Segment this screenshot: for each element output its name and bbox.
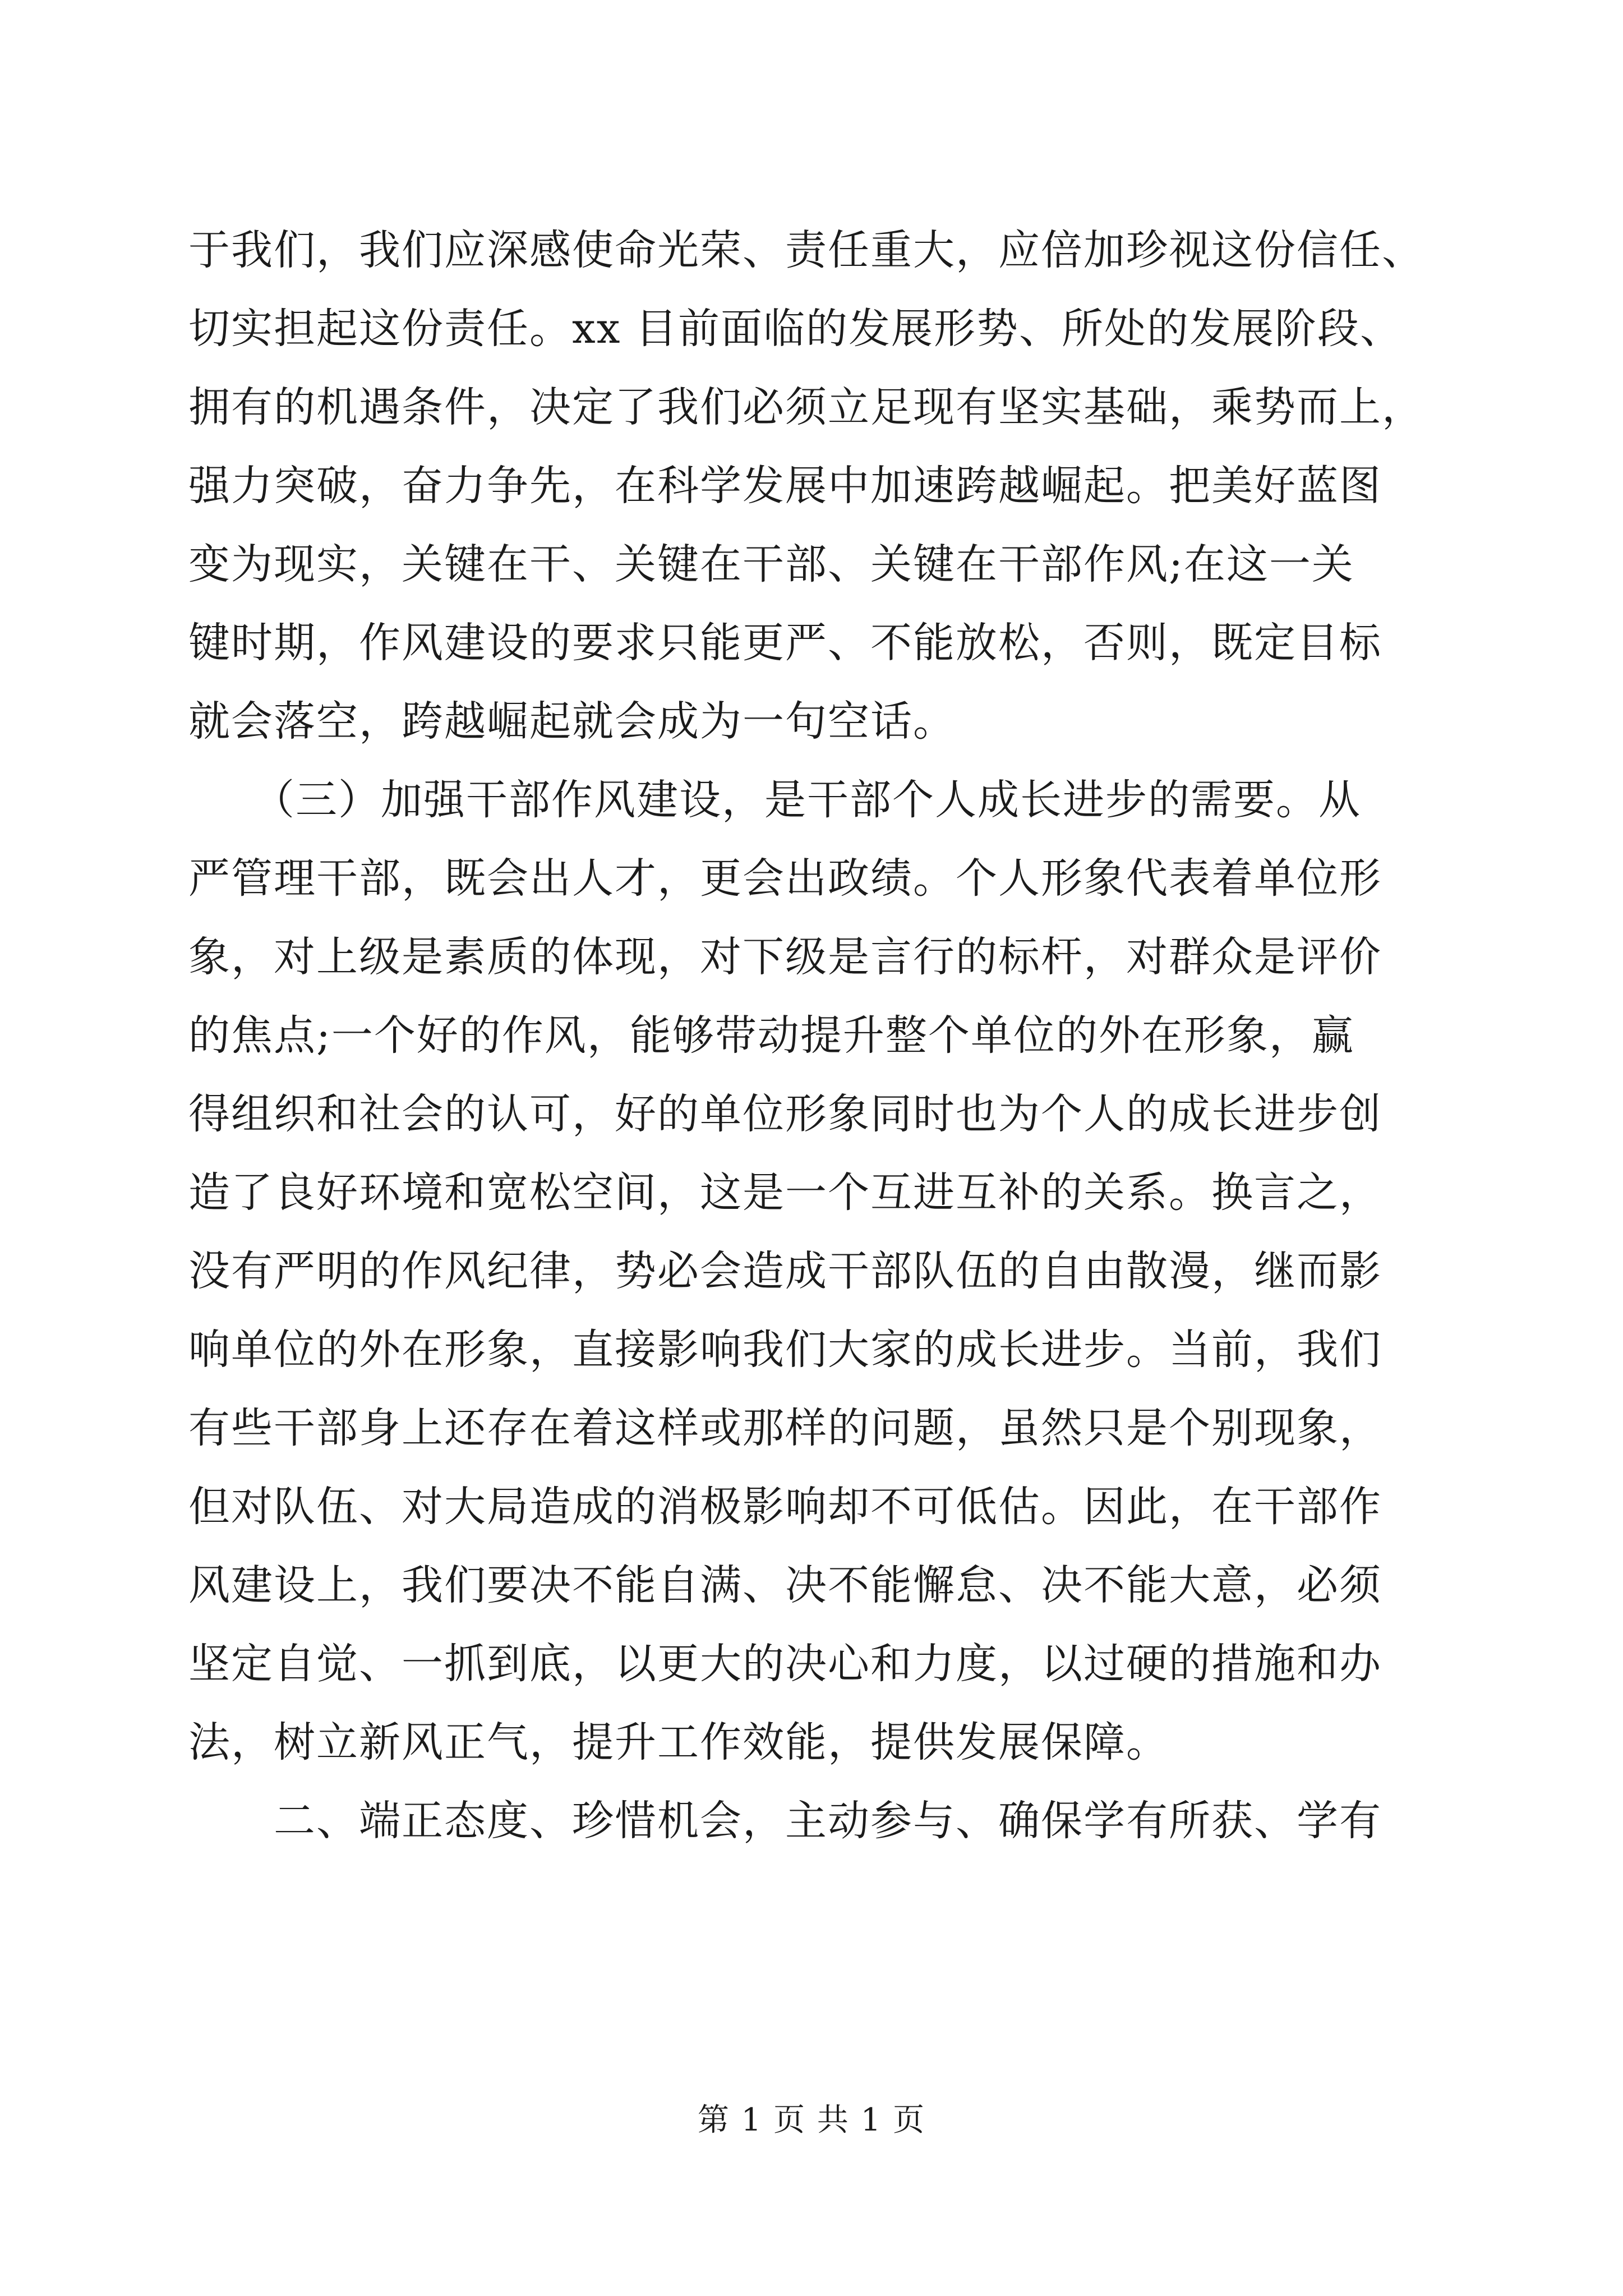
text-line: 强力突破，奋力争先，在科学发展中加速跨越崛起。把美好蓝图 [188,462,1382,510]
text-line: 象，对上级是素质的体现，对下级是言行的标杆，对群众是评价 [188,933,1382,981]
text-line: 变为现实，关键在干、关键在干部、关键在干部作风;在这一关 [188,540,1354,588]
text-line: 没有严明的作风纪律，势必会造成干部队伍的自由散漫，继而影 [188,1247,1382,1295]
text-line: 拥有的机遇条件，决定了我们必须立足现有坚实基础，乘势而上， [188,383,1424,431]
text-line: （三）加强干部作风建设，是干部个人成长进步的需要。从 [188,776,1361,824]
text-line: 就会落空，跨越崛起就会成为一句空话。 [188,697,956,746]
text-line: 但对队伍、对大局造成的消极影响却不可低估。因此，在干部作 [188,1483,1382,1531]
text-line: 得组织和社会的认可，好的单位形象同时也为个人的成长进步创 [188,1090,1382,1138]
text-line: 二、端正态度、珍惜机会，主动参与、确保学有所获、学有 [188,1797,1382,1845]
text-line: 响单位的外在形象，直接影响我们大家的成长进步。当前，我们 [188,1326,1382,1374]
text-line: 的焦点;一个好的作风，能够带动提升整个单位的外在形象，赢 [188,1011,1354,1060]
text-line: 有些干部身上还存在着这样或那样的问题，虽然只是个别现象， [188,1404,1382,1452]
text-line: 风建设上，我们要决不能自满、决不能懈怠、决不能大意，必须 [188,1561,1382,1609]
document-body [188,211,1445,1860]
text-line: 于我们，我们应深感使命光荣、责任重大，应倍加珍视这份信任、 [188,226,1424,274]
page-footer: 第 1 页 共 1 页 [697,2102,926,2138]
text-line: 严管理干部，既会出人才，更会出政绩。个人形象代表着单位形 [188,854,1382,903]
text-line: 法，树立新风正气，提升工作效能，提供发展保障。 [188,1718,1169,1766]
text-line: 坚定自觉、一抓到底，以更大的决心和力度，以过硬的措施和办 [188,1640,1382,1688]
text-line: 键时期，作风建设的要求只能更严、不能放松，否则，既定目标 [188,619,1382,667]
text-line: 切实担起这份责任。xx 目前面临的发展形势、所处的发展阶段、 [188,305,1403,353]
text-line: 造了良好环境和宽松空间，这是一个互进互补的关系。换言之， [188,1168,1382,1217]
